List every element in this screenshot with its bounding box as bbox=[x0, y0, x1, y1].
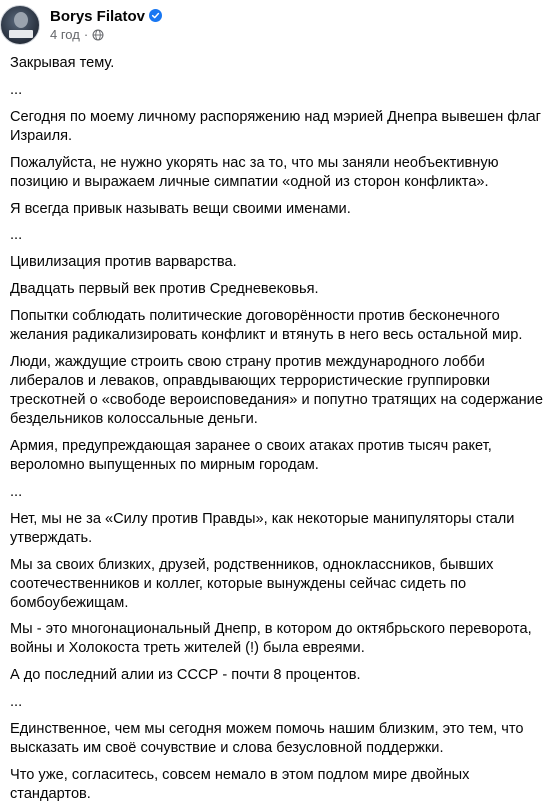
post-header bbox=[0, 0, 554, 46]
post-paragraph: ... bbox=[10, 227, 23, 244]
globe-icon[interactable] bbox=[92, 29, 104, 41]
post-paragraph: Цивилизация против варварства. bbox=[10, 254, 237, 271]
post-paragraph: Закрывая тему. bbox=[10, 55, 115, 71]
post-paragraph: Мы за своих близких, друзей, родственников, одноклассников, бывших соотечественников и коллег, которые вынуждены сейчас сидеть по бомбоубежищам. bbox=[10, 556, 494, 611]
post-timestamp[interactable]: 4 год bbox=[50, 27, 80, 42]
post-paragraph: Сегодня по моему личному распоряжению над мэрией Днепра вывешен флаг Израиля. bbox=[10, 108, 541, 144]
verified-badge-icon bbox=[149, 9, 162, 22]
avatar-face bbox=[14, 12, 28, 28]
post-body bbox=[10, 54, 550, 812]
meta-separator: · bbox=[83, 27, 89, 42]
post-paragraph: Попытки соблюдать политические договорённости против бесконечного желания радикализировать конфликт и втянуть в него весь остальной мир. bbox=[10, 308, 523, 344]
post-paragraph: Двадцать первый век против Средневековья. bbox=[10, 281, 319, 298]
post-paragraph: Мы - это многонациональный Днепр, в котором до октябрьского переворота, войны и Холокоста треть жителей (!) была евреями. bbox=[10, 621, 532, 657]
post-paragraph: ... bbox=[10, 81, 23, 98]
post-paragraph: А до последний алии из СССР - почти 8 процентов. bbox=[10, 667, 361, 684]
author-name[interactable]: Borys Filatov bbox=[50, 8, 146, 25]
post-paragraph: Люди, жаждущие строить свою страну против международного лобби либералов и леваков, оправдывающих террористические группировки трескотней о «свободе вероисповедания» и попутно тратящих на содержание бездельников колоссальные деньги. bbox=[10, 354, 543, 428]
post-paragraph: ... bbox=[10, 483, 23, 500]
post-paragraph: ... bbox=[10, 694, 23, 711]
avatar-badge bbox=[9, 30, 33, 38]
post-meta bbox=[50, 27, 104, 42]
post-paragraph: Пожалуйста, не нужно укорять нас за то, что мы заняли необъективную позицию и выражаем личные симпатии «одной из сторон конфликта». bbox=[10, 154, 499, 190]
post-paragraph: Я всегда привык называть вещи своими именами. bbox=[10, 200, 351, 217]
post-paragraph: Единственное, чем мы сегодня можем помочь нашим близким, это тем, что высказать им своё сочувствие и слова безусловной поддержки. bbox=[10, 721, 524, 757]
post-paragraph: Что уже, согласитесь, совсем немало в этом подлом мире двойных стандартов. bbox=[10, 767, 470, 803]
post-paragraph: Нет, мы не за «Силу против Правды», как некоторые манипуляторы стали утверждать. bbox=[10, 510, 515, 546]
author-avatar[interactable] bbox=[0, 5, 40, 45]
post-paragraph: Армия, предупреждающая заранее о своих атаках против тысяч ракет, вероломно выпущенных по мирным городам. bbox=[10, 437, 492, 473]
